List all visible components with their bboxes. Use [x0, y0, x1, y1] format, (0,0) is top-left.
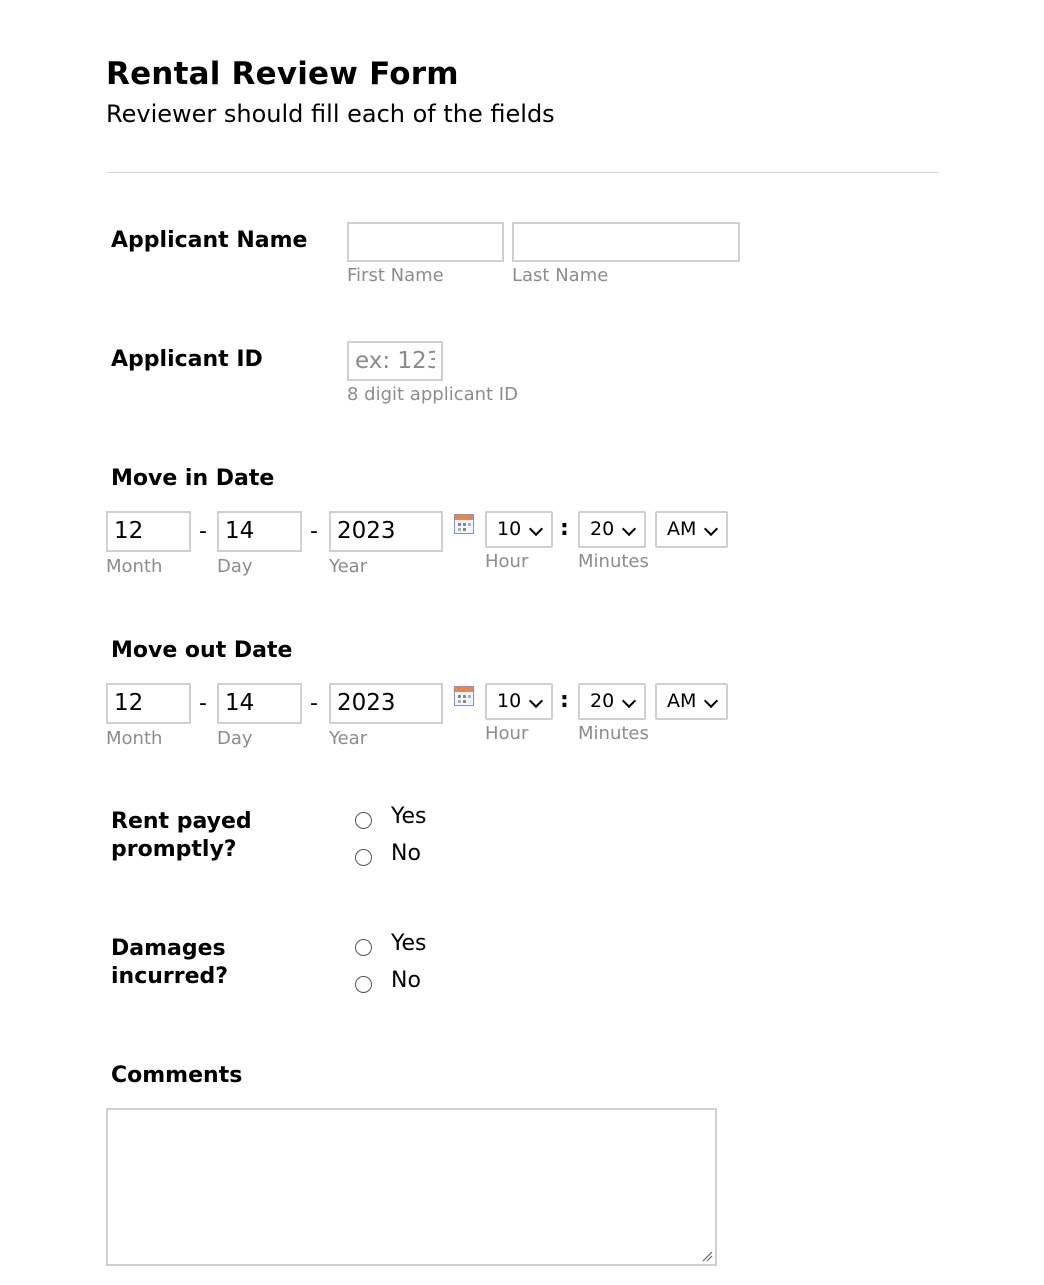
move-in-minutes-value: 20: [590, 518, 615, 540]
chevron-down-icon: [529, 694, 543, 708]
damages-yes-label: Yes: [391, 931, 427, 956]
damages-no-label: No: [391, 968, 421, 993]
move-out-month-input[interactable]: 12: [106, 683, 191, 724]
chevron-down-icon: [622, 694, 636, 708]
move-out-day-input[interactable]: 14: [217, 683, 302, 724]
form-subtitle: Reviewer should fill each of the fields: [106, 100, 555, 128]
comments-label: Comments: [111, 1063, 243, 1088]
last-name-sublabel: Last Name: [512, 265, 609, 286]
move-in-year-input[interactable]: 2023: [329, 511, 443, 552]
move-in-hour-sublabel: Hour: [485, 551, 529, 572]
calendar-icon[interactable]: [454, 514, 474, 534]
damages-label: [111, 935, 228, 991]
radio-unselected-icon[interactable]: [355, 812, 372, 829]
move-out-day-sublabel: Day: [217, 728, 253, 749]
resize-grip-icon[interactable]: [701, 1250, 713, 1262]
move-in-day-sublabel: Day: [217, 556, 253, 577]
chevron-down-icon: [529, 522, 543, 536]
move-in-hour-value: 10: [497, 518, 522, 540]
chevron-down-icon: [704, 694, 718, 708]
move-out-year-input[interactable]: 2023: [329, 683, 443, 724]
move-in-dash-2: -: [310, 519, 318, 544]
chevron-down-icon: [704, 522, 718, 536]
damages-label-line1: Damages: [111, 936, 226, 961]
move-in-year-sublabel: Year: [329, 556, 368, 577]
applicant-id-input[interactable]: [347, 341, 443, 381]
applicant-id-label: Applicant ID: [111, 347, 263, 372]
move-out-ampm-value: AM: [667, 690, 697, 712]
calendar-icon[interactable]: [454, 686, 474, 706]
radio-unselected-icon[interactable]: [355, 976, 372, 993]
radio-unselected-icon[interactable]: [355, 849, 372, 866]
move-out-dash-1: -: [199, 691, 207, 716]
rent-payed-label-line1: Rent payed: [111, 809, 252, 834]
move-out-minutes-value: 20: [590, 690, 615, 712]
last-name-input[interactable]: [512, 222, 740, 262]
chevron-down-icon: [622, 522, 636, 536]
form-title: Rental Review Form: [106, 56, 459, 92]
move-in-hour-select[interactable]: [485, 511, 553, 548]
move-in-month-sublabel: Month: [106, 556, 163, 577]
header-divider: [106, 172, 938, 173]
move-out-hour-sublabel: Hour: [485, 723, 529, 744]
move-out-year-sublabel: Year: [329, 728, 368, 749]
move-out-date-label: Move out Date: [111, 638, 293, 663]
rent-payed-label-line2: promptly?: [111, 837, 237, 862]
move-in-ampm-select[interactable]: [655, 511, 728, 548]
move-out-time-colon: :: [560, 688, 569, 713]
rent-payed-label: [111, 808, 252, 864]
applicant-name-label: Applicant Name: [111, 228, 308, 253]
rent-payed-yes-label: Yes: [391, 804, 427, 829]
move-out-minutes-select[interactable]: [578, 683, 646, 720]
first-name-input[interactable]: [347, 222, 504, 262]
rent-payed-no-label: No: [391, 841, 421, 866]
move-out-month-sublabel: Month: [106, 728, 163, 749]
move-out-hour-select[interactable]: [485, 683, 553, 720]
move-out-ampm-select[interactable]: [655, 683, 728, 720]
move-in-month-input[interactable]: 12: [106, 511, 191, 552]
move-in-dash-1: -: [199, 519, 207, 544]
move-in-date-label: Move in Date: [111, 466, 275, 491]
move-in-ampm-value: AM: [667, 518, 697, 540]
move-out-dash-2: -: [310, 691, 318, 716]
move-out-minutes-sublabel: Minutes: [578, 723, 649, 744]
move-in-time-colon: :: [560, 516, 569, 541]
move-in-minutes-sublabel: Minutes: [578, 551, 649, 572]
first-name-sublabel: First Name: [347, 265, 444, 286]
move-in-day-input[interactable]: 14: [217, 511, 302, 552]
comments-textarea[interactable]: [106, 1108, 717, 1266]
damages-label-line2: incurred?: [111, 964, 229, 989]
move-out-hour-value: 10: [497, 690, 522, 712]
radio-unselected-icon[interactable]: [355, 939, 372, 956]
applicant-id-sublabel: 8 digit applicant ID: [347, 384, 518, 405]
move-in-minutes-select[interactable]: [578, 511, 646, 548]
